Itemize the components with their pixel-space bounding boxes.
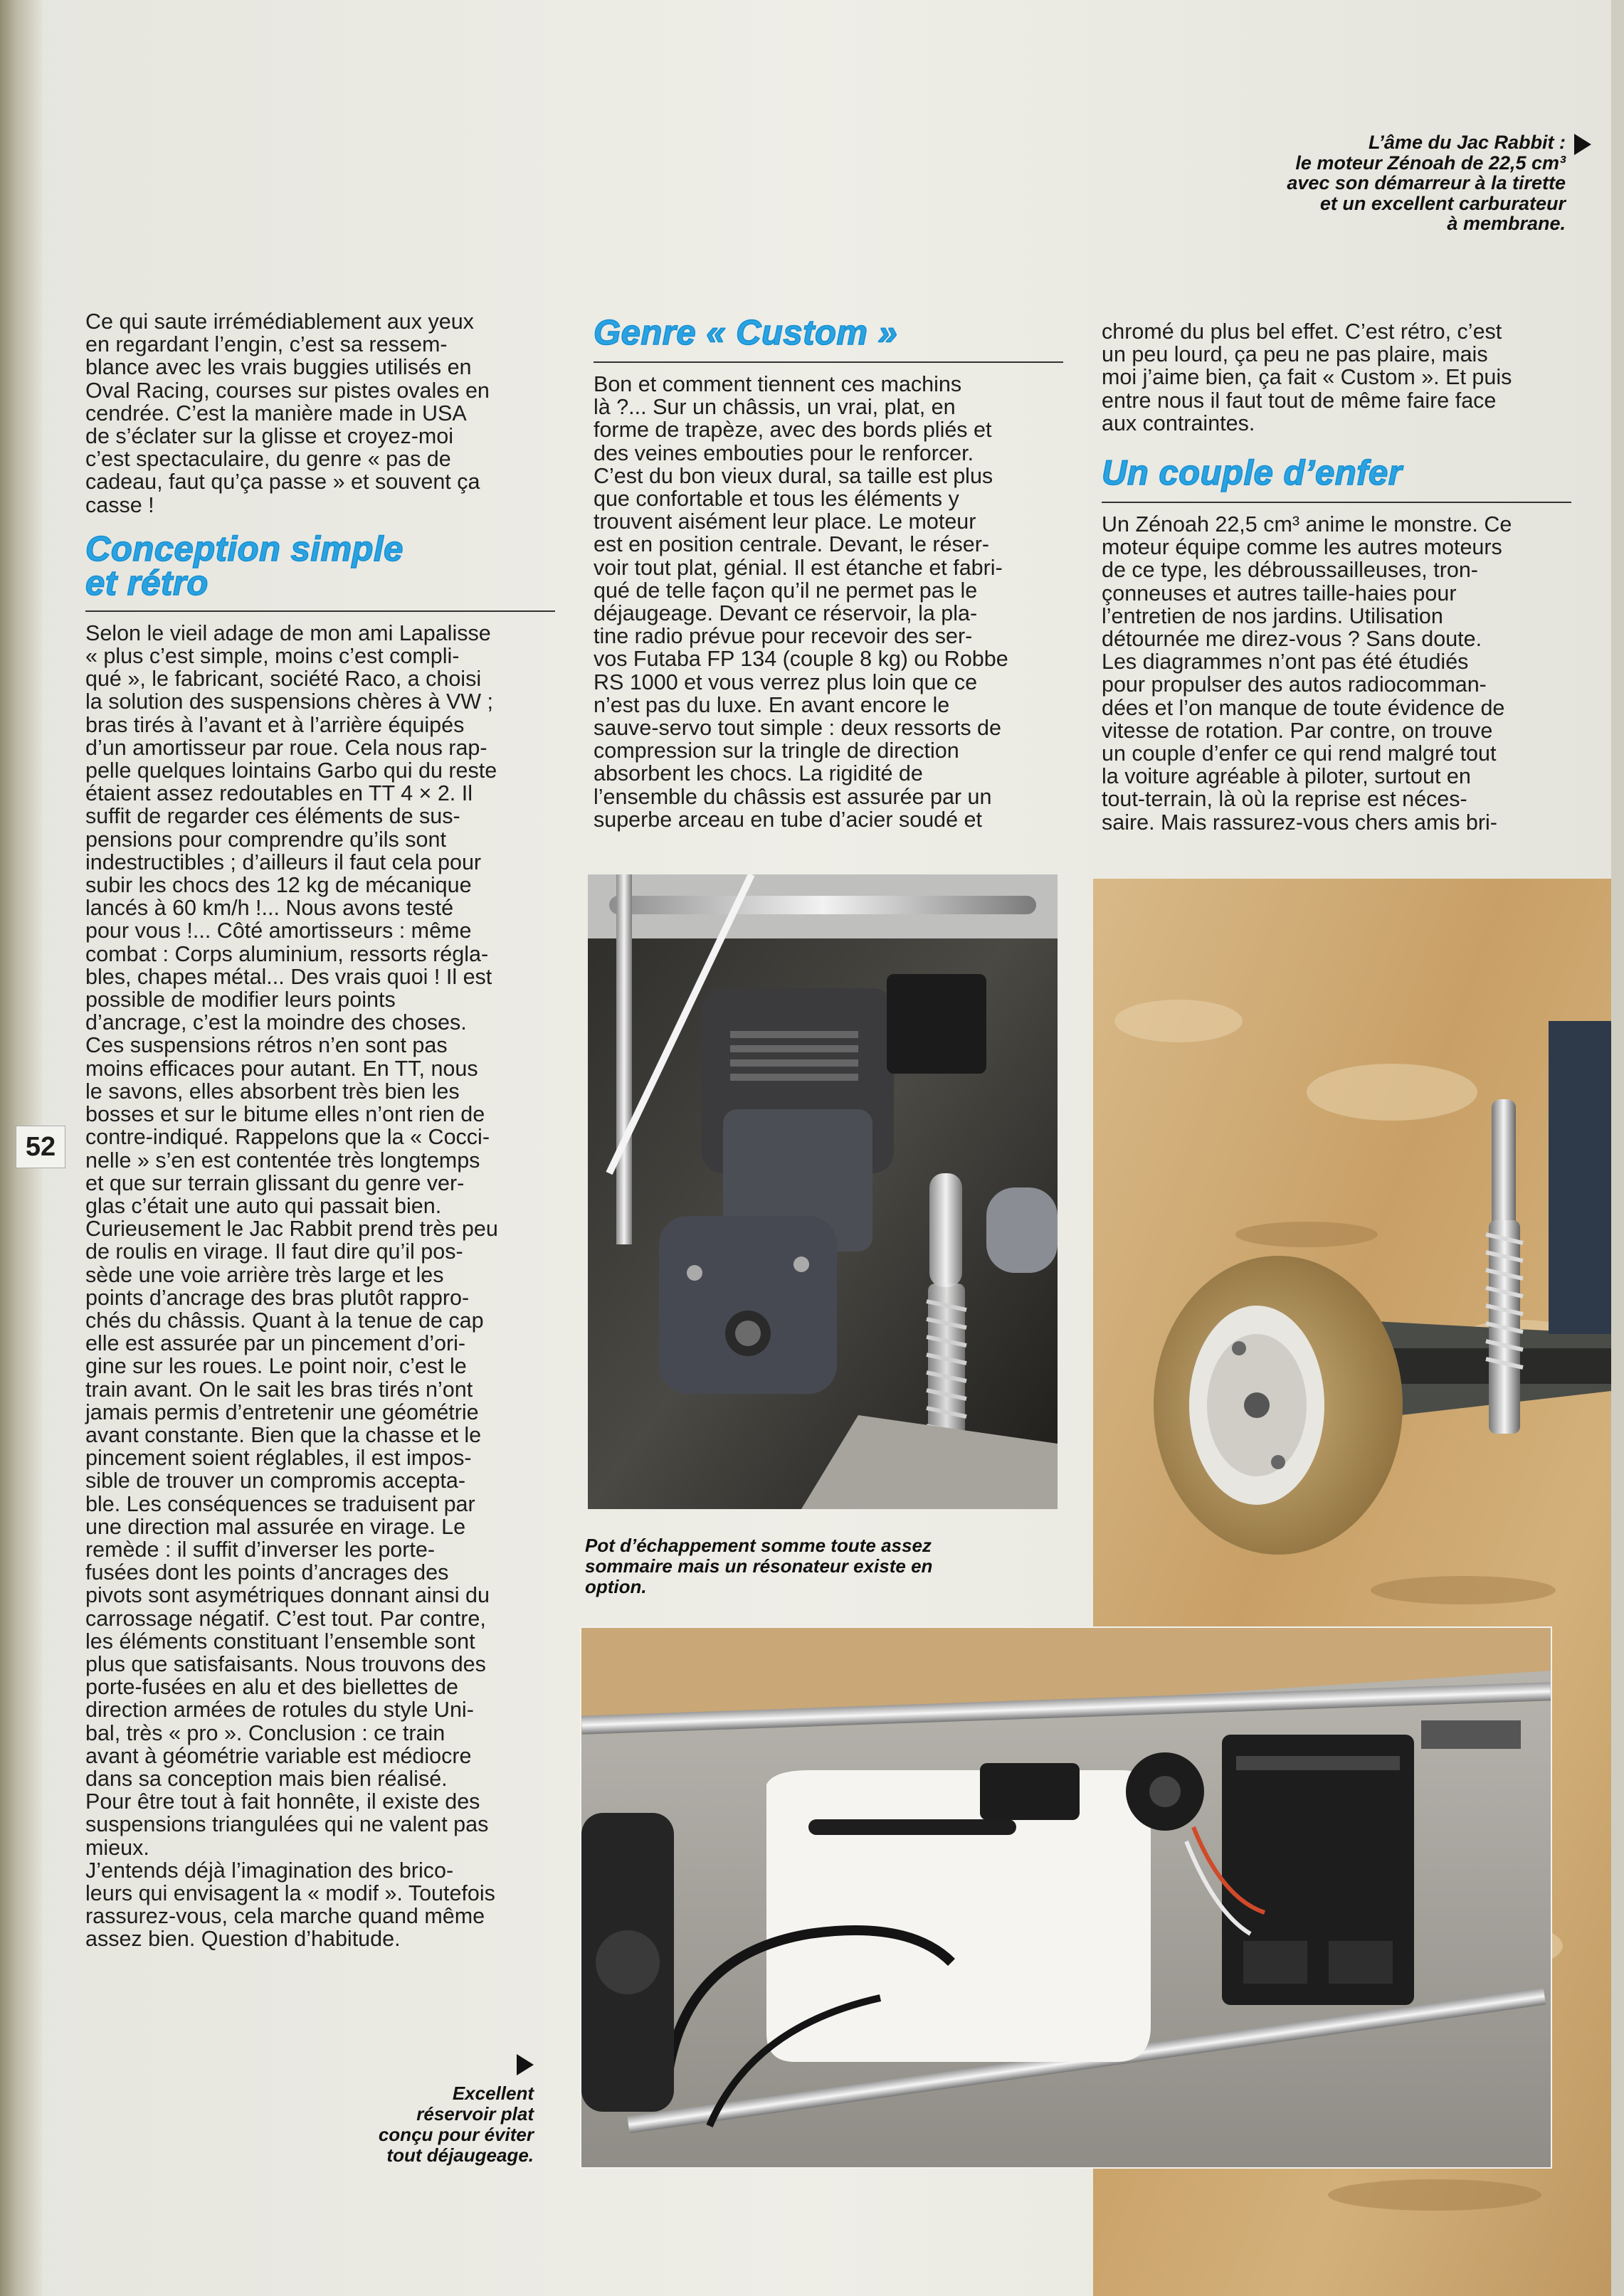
text-line: cendrée. C’est la manière made in USA: [85, 401, 467, 425]
text-line: Curieusement le Jac Rabbit prend très peu: [85, 1217, 498, 1242]
text-line: un couple d’enfer ce qui rend malgré tout: [1102, 741, 1497, 766]
column-3: [1102, 320, 1571, 834]
text-line: jamais permis d’entretenir une géométrie: [85, 1400, 479, 1424]
caption-line: et un excellent carburateur: [1319, 192, 1566, 214]
text-line: dées et l’on manque de toute évidence de: [1102, 695, 1505, 720]
heading-line: et rétro: [85, 564, 209, 603]
text-line: RS 1000 et vous verrez plus loin que ce: [594, 670, 978, 694]
text-line: tine radio prévue pour recevoir des ser-: [594, 624, 973, 649]
text-line: c’est spectaculaire, du genre « pas de: [85, 447, 451, 472]
text-line: la solution des suspensions chères à VW ;: [85, 689, 494, 714]
text-line: superbe arceau en tube d’acier soudé et: [594, 807, 982, 832]
text-line: des veines embouties pour le renforcer.: [594, 440, 974, 465]
exhaust-caption: [585, 1535, 932, 1597]
text-line: bras tirés à l’avant et à l’arrière équipés: [85, 712, 465, 737]
text-line: C’est du bon vieux dural, sa taille est plus: [594, 463, 993, 488]
text-line: bosses et sur le bitume elles n’ont rien de: [85, 1102, 485, 1127]
text-line: moteur équipe comme les autres moteurs: [1102, 535, 1502, 560]
text-line: pelle quelques lointains Garbo qui du reste: [85, 758, 497, 783]
text-line: une direction mal assurée en virage. Le: [85, 1514, 466, 1539]
text-line: Un Zénoah 22,5 cm³ anime le monstre. Ce: [1102, 512, 1512, 537]
text-line: vitesse de rotation. Par contre, on trouve: [1102, 718, 1493, 743]
text-line: l’ensemble du châssis est assurée par un: [594, 784, 992, 809]
text-line: absorbent les chocs. La rigidité de: [594, 761, 923, 786]
text-line: indestructibles ; d’ailleurs il faut cela pour: [85, 850, 482, 874]
text-line: cadeau, faut qu’ça passe » et souvent ça: [85, 470, 480, 494]
intro-paragraph: [85, 310, 555, 517]
text-line: que confortable et tous les éléments y: [594, 487, 959, 512]
text-line: d’ancrage, c’est la moindre des choses.: [85, 1010, 467, 1035]
text-line: Ces suspensions rétros n’en sont pas: [85, 1033, 448, 1058]
text-line: chromé du plus bel effet. C’est rétro, c’est: [1102, 319, 1502, 344]
heading-custom: Genre « Custom »: [594, 314, 898, 352]
text-line: lancés à 60 km/h !... Nous avons testé: [85, 896, 454, 921]
page-number: 52: [16, 1126, 65, 1168]
text-line: tout-terrain, là où la reprise est néces-: [1102, 787, 1467, 812]
page-right-edge: [1611, 0, 1624, 2296]
text-line: là ?... Sur un châssis, un vrai, plat, en: [594, 395, 956, 420]
text-line: elle est assurée par un pincement d’ori-: [85, 1331, 466, 1356]
heading-rule: [1102, 502, 1571, 503]
text-line: subir les chocs des 12 kg de mécanique: [85, 873, 472, 898]
heading-couple: Un couple d’enfer: [1102, 454, 1403, 493]
custom-paragraph-end: [1102, 320, 1571, 435]
text-line: entre nous il faut tout de même faire face: [1102, 388, 1497, 413]
heading-conception: [85, 529, 555, 603]
text-line: rassurez-vous, cela marche quand même: [85, 1904, 485, 1929]
text-line: train avant. On le sait les bras tirés n’ont: [85, 1377, 473, 1402]
engine-exhaust-photo: [588, 874, 1058, 1509]
caption-arrow-icon: [1574, 134, 1591, 155]
text-line: n’est pas du luxe. En avant encore le: [594, 692, 950, 717]
text-line: trouvent aisément leur place. Le moteur: [594, 509, 976, 534]
text-line: pensions pour comprendre qu’ils sont: [85, 827, 446, 852]
text-line: et que sur terrain glissant du genre ver-: [85, 1170, 465, 1195]
heading-line: Conception simple: [85, 529, 404, 568]
conception-paragraph: [85, 622, 555, 1951]
text-line: les éléments constituant l’ensemble sont: [85, 1629, 475, 1654]
heading-rule: [85, 610, 555, 612]
text-line: Selon le vieil adage de mon ami Lapalisse: [85, 620, 491, 645]
caption-line: réservoir plat: [416, 2103, 534, 2125]
text-line: saire. Mais rassurez-vous chers amis bri-: [1102, 810, 1497, 835]
text-line: vos Futaba FP 134 (couple 8 kg) ou Robbe: [594, 647, 1008, 672]
text-line: de roulis en virage. Il faut dire qu’il pos-: [85, 1239, 463, 1264]
text-line: assez bien. Question d’habitude.: [85, 1927, 401, 1952]
text-line: pincement soient réglables, il est impos-: [85, 1446, 472, 1471]
text-line: contre-indiqué. Rappelons que la « Cocci-: [85, 1125, 490, 1150]
text-line: compression sur la tringle de direction: [594, 739, 959, 763]
text-line: forme de trapèze, avec des bords pliés et: [594, 418, 992, 443]
text-line: pour vous !... Côté amortisseurs : même: [85, 919, 472, 943]
text-line: direction armées de rotules du style Uni-: [85, 1698, 474, 1723]
engine-exhaust-image: [588, 874, 1058, 1509]
text-line: avant constante. Bien que la chasse et le: [85, 1422, 482, 1447]
couple-paragraph: [1102, 513, 1571, 834]
text-line: déjaugeage. Devant ce réservoir, la pla-: [594, 601, 978, 626]
text-line: Les diagrammes n’ont pas été étudiés: [1102, 650, 1469, 674]
text-line: est en position centrale. Devant, le réser-: [594, 532, 990, 557]
caption-line: option.: [585, 1576, 647, 1597]
text-line: moi j’aime bien, ça fait « Custom ». Et puis: [1102, 365, 1512, 390]
text-line: détournée me direz-vous ? Sans doute.: [1102, 627, 1482, 652]
caption-line: Pot d’échappement somme toute assez: [585, 1535, 932, 1556]
text-line: points d’ancrage des bras plutôt rappro-: [85, 1285, 470, 1310]
text-line: un peu lourd, ça peu ne pas plaire, mais: [1102, 342, 1488, 367]
text-line: de s’éclater sur la glisse et croyez-moi: [85, 424, 453, 449]
text-line: d’un amortisseur par roue. Cela nous rap-: [85, 735, 487, 760]
caption-line: conçu pour éviter: [378, 2124, 534, 2145]
text-line: suspensions triangulées qui ne valent pas: [85, 1812, 489, 1837]
text-line: en regardant l’engin, c’est sa ressem-: [85, 332, 448, 357]
text-line: bal, très « pro ». Conclusion : ce train: [85, 1720, 445, 1745]
text-line: Ce qui saute irrémédiablement aux yeux: [85, 310, 474, 334]
text-line: J’entends déjà l’imagination des brico-: [85, 1858, 454, 1883]
caption-line: tout déjaugeage.: [386, 2144, 534, 2166]
text-line: casse !: [85, 492, 154, 517]
text-line: gine sur les roues. Le point noir, c’est le: [85, 1354, 467, 1379]
text-line: pivots sont asymétriques donnant ainsi du: [85, 1583, 490, 1608]
text-line: ble. Les conséquences se traduisent par: [85, 1491, 475, 1516]
engine-caption: [1287, 132, 1566, 234]
column-2: [594, 310, 1063, 831]
text-line: mieux.: [85, 1835, 149, 1860]
text-line: çonneuses et autres taille-haies pour: [1102, 581, 1457, 605]
tank-image: [581, 1628, 1551, 2167]
text-line: qué », le fabricant, société Raco, a choisi: [85, 667, 482, 692]
text-line: suffit de regarder ces éléments de sus-: [85, 804, 460, 829]
text-line: glas c’était une auto qui passait bien.: [85, 1193, 442, 1218]
text-line: l’entretien de nos jardins. Utilisation: [1102, 603, 1443, 628]
text-line: moins efficaces pour autant. En TT, nous: [85, 1056, 478, 1081]
text-line: voir tout plat, génial. Il est étanche et fabri-: [594, 555, 1003, 580]
tank-photo: [580, 1626, 1552, 2169]
caption-arrow-icon: [517, 2054, 534, 2075]
caption-line: à membrane.: [1447, 213, 1566, 234]
text-line: nelle » s’en est contentée très longtemps: [85, 1148, 480, 1173]
text-line: de ce type, les débroussailleuses, tron-: [1102, 558, 1478, 583]
text-line: blance avec les vrais buggies utilisés en: [85, 355, 472, 380]
custom-paragraph: [594, 373, 1063, 831]
text-line: possible de modifier leurs points: [85, 988, 396, 1012]
text-line: qué de telle façon qu’il ne permet pas le: [594, 578, 978, 603]
text-line: « plus c’est simple, moins c’est compli-: [85, 644, 460, 669]
text-line: Oval Racing, courses sur pistes ovales en: [85, 378, 490, 403]
caption-line: Excellent: [452, 2083, 534, 2104]
caption-line: L’âme du Jac Rabbit :: [1368, 132, 1566, 153]
text-line: leurs qui envisagent la « modif ». Toutefois: [85, 1881, 495, 1905]
text-line: chés du châssis. Quant à la tenue de cap: [85, 1308, 484, 1333]
text-line: sauve-servo tout simple : deux ressorts de: [594, 716, 1001, 741]
text-line: plus que satisfaisants. Nous trouvons des: [85, 1651, 486, 1676]
caption-line: avec son démarreur à la tirette: [1287, 172, 1566, 194]
column-1: [85, 310, 555, 1951]
caption-line: le moteur Zénoah de 22,5 cm³: [1295, 152, 1566, 174]
text-line: porte-fusées en alu et des biellettes de: [85, 1675, 458, 1700]
tank-caption: [299, 2083, 534, 2166]
text-line: sible de trouver un compromis accepta-: [85, 1469, 465, 1493]
text-line: pour propulser des autos radiocomman-: [1102, 672, 1487, 697]
text-line: aux contraintes.: [1102, 411, 1255, 435]
text-line: remède : il suffit d’inverser les porte-: [85, 1537, 436, 1562]
text-line: bles, chapes métal... Des vrais quoi ! Il est: [85, 964, 492, 989]
text-line: Pour être tout à fait honnête, il existe des: [85, 1789, 480, 1814]
heading-rule: [594, 361, 1063, 363]
text-line: le savons, elles absorbent très bien les: [85, 1079, 460, 1104]
text-line: avant à géométrie variable est médiocre: [85, 1743, 472, 1768]
text-line: carrossage négatif. C’est tout. Par contre,: [85, 1606, 486, 1631]
text-line: sède une voie arrière très large et les: [85, 1262, 444, 1287]
text-line: combat : Corps aluminium, ressorts régla-: [85, 941, 489, 966]
text-line: étaient assez redoutables en TT 4 × 2. Il: [85, 781, 473, 806]
text-line: Bon et comment tiennent ces machins: [594, 372, 962, 396]
text-line: la voiture agréable à piloter, surtout en: [1102, 764, 1471, 789]
text-line: dans sa conception mais bien réalisé.: [85, 1766, 448, 1791]
text-line: fusées dont les points d’ancrages des: [85, 1560, 449, 1585]
caption-line: sommaire mais un résonateur existe en: [585, 1555, 933, 1577]
